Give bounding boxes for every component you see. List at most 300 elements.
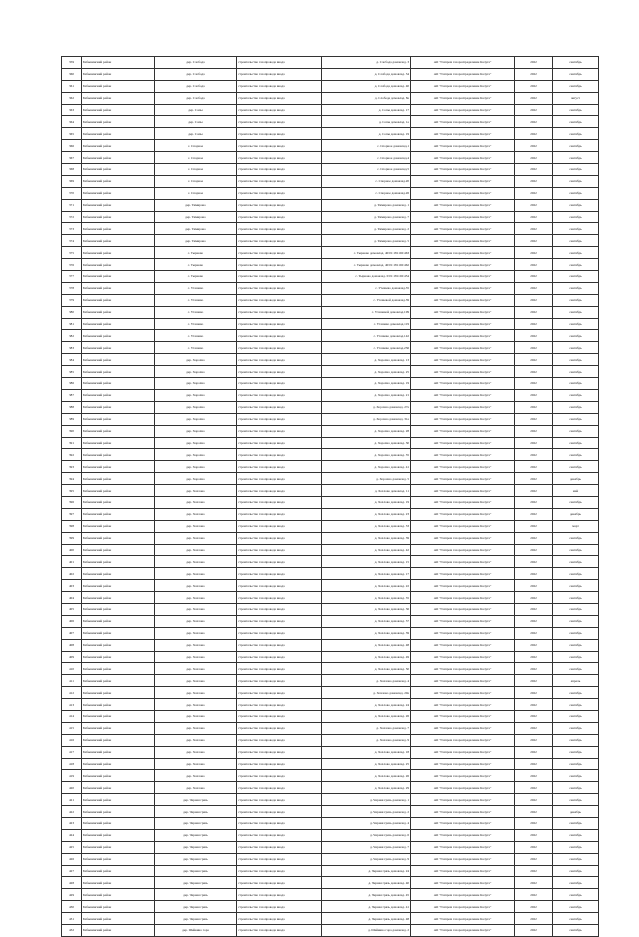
settlement-cell: дер. Хохлово — [155, 699, 237, 711]
organization-cell: АО "Газпром газораспределение Калуга" — [411, 104, 515, 116]
year-cell: 2022 — [515, 473, 553, 485]
work-type-cell: строительство газопровода ввода — [237, 401, 322, 413]
organization-cell: АО "Газпром газораспределение Калуга" — [411, 532, 515, 544]
year-cell: 2022 — [515, 877, 553, 889]
work-type-cell: строительство газопровода ввода — [237, 485, 322, 497]
district-cell: Бабынинский район — [82, 164, 155, 176]
year-cell: 2022 — [515, 794, 553, 806]
table-row — [62, 639, 599, 651]
row-number-cell: 361 — [62, 80, 82, 92]
settlement-cell: с. Утешево — [155, 294, 237, 306]
table-row — [62, 615, 599, 627]
work-type-cell: строительство газопровода ввода — [237, 140, 322, 152]
row-number-cell: 364 — [62, 116, 82, 128]
month-cell: сентябрь — [553, 615, 599, 627]
month-cell: сентябрь — [553, 901, 599, 913]
work-type-cell: строительство газопровода ввода — [237, 187, 322, 199]
month-cell: май — [553, 485, 599, 497]
organization-cell: АО "Газпром газораспределение Калуга" — [411, 128, 515, 140]
organization-cell: АО "Газпром газораспределение Калуга" — [411, 68, 515, 80]
month-cell: сентябрь — [553, 568, 599, 580]
row-number-cell: 414 — [62, 710, 82, 722]
organization-cell: АО "Газпром газораспределение Калуга" — [411, 829, 515, 841]
district-cell: Бабынинский район — [82, 306, 155, 318]
settlement-cell: дер. Тимирово — [155, 235, 237, 247]
settlement-cell: дер. Хохлово — [155, 758, 237, 770]
address-cell: д. Черная грязь домовлад. 9 — [322, 853, 411, 865]
month-cell: сентябрь — [553, 152, 599, 164]
address-cell: д. Слобода домовлад. 3 — [322, 57, 411, 69]
year-cell: 2022 — [515, 68, 553, 80]
year-cell: 2022 — [515, 520, 553, 532]
organization-cell: АО "Газпром газораспределение Калуга" — [411, 354, 515, 366]
address-cell: д. Слобода домовлад. 40 — [322, 80, 411, 92]
row-number-cell: 422 — [62, 806, 82, 818]
row-number-cell: 371 — [62, 199, 82, 211]
table-row — [62, 223, 599, 235]
settlement-cell: с. Тырново — [155, 247, 237, 259]
work-type-cell: строительство газопровода ввода — [237, 699, 322, 711]
month-cell: сентябрь — [553, 794, 599, 806]
table-row — [62, 235, 599, 247]
settlement-cell: дер. Хохлово — [155, 782, 237, 794]
table-row — [62, 259, 599, 271]
row-number-cell: 407 — [62, 627, 82, 639]
address-cell: д. Хохлово домовлад. 50 — [322, 663, 411, 675]
organization-cell: АО "Газпром газораспределение Калуга" — [411, 389, 515, 401]
settlement-cell: с. Утешево — [155, 282, 237, 294]
month-cell: декабрь — [553, 806, 599, 818]
year-cell: 2022 — [515, 306, 553, 318]
settlement-cell: дер. Черная грязь — [155, 794, 237, 806]
row-number-cell: 391 — [62, 437, 82, 449]
table-row — [62, 841, 599, 853]
row-number-cell: 389 — [62, 413, 82, 425]
address-cell: д. Черная грязь домовлад. 2 — [322, 806, 411, 818]
address-cell: д. Хорохно домовлад. 13 — [322, 354, 411, 366]
year-cell: 2022 — [515, 901, 553, 913]
address-cell: д. Хохлово домовлад. 39 — [322, 627, 411, 639]
month-cell: сентябрь — [553, 734, 599, 746]
month-cell: сентябрь — [553, 282, 599, 294]
organization-cell: АО "Газпром газораспределение Калуга" — [411, 508, 515, 520]
month-cell: сентябрь — [553, 342, 599, 354]
month-cell: сентябрь — [553, 413, 599, 425]
table-row — [62, 508, 599, 520]
district-cell: Бабынинский район — [82, 520, 155, 532]
row-number-cell: 388 — [62, 401, 82, 413]
organization-cell: АО "Газпром газораспределение Калуга" — [411, 164, 515, 176]
organization-cell: АО "Газпром газораспределение Калуга" — [411, 818, 515, 830]
year-cell: 2022 — [515, 485, 553, 497]
year-cell: 2022 — [515, 770, 553, 782]
work-type-cell: строительство газопровода ввода — [237, 853, 322, 865]
work-type-cell: строительство газопровода ввода — [237, 211, 322, 223]
address-cell: д. Хохлово домовлад. 42 — [322, 544, 411, 556]
address-cell: д. Черная грязь домовлад. 4 — [322, 818, 411, 830]
year-cell: 2022 — [515, 710, 553, 722]
month-cell: сентябрь — [553, 889, 599, 901]
district-cell: Бабынинский район — [82, 496, 155, 508]
settlement-cell: дер. Хохлово — [155, 485, 237, 497]
year-cell: 2022 — [515, 580, 553, 592]
table-row — [62, 401, 599, 413]
address-cell: с. Утешево домовлад.236 — [322, 342, 411, 354]
address-cell: с. Утешевой домовлад.39 — [322, 294, 411, 306]
month-cell: сентябрь — [553, 366, 599, 378]
month-cell: март — [553, 520, 599, 532]
organization-cell: АО "Газпром газораспределение Калуга" — [411, 627, 515, 639]
table-row — [62, 520, 599, 532]
organization-cell: АО "Газпром газораспределение Калуга" — [411, 639, 515, 651]
settlement-cell: дер. Черная грязь — [155, 913, 237, 925]
settlement-cell: дер. Хохлово — [155, 496, 237, 508]
work-type-cell: строительство газопровода ввода — [237, 532, 322, 544]
organization-cell: АО "Газпром газораспределение Калуга" — [411, 877, 515, 889]
table-row — [62, 152, 599, 164]
work-type-cell: строительство газопровода ввода — [237, 437, 322, 449]
year-cell: 2022 — [515, 556, 553, 568]
organization-cell: АО "Газпром газораспределение Калуга" — [411, 568, 515, 580]
organization-cell: АО "Газпром газораспределение Калуга" — [411, 806, 515, 818]
settlement-cell: дер. Хохлово — [155, 520, 237, 532]
row-number-cell: 384 — [62, 354, 82, 366]
organization-cell: АО "Газпром газораспределение Калуга" — [411, 544, 515, 556]
year-cell: 2022 — [515, 734, 553, 746]
address-cell: д. Хохлово домовлад. 7 — [322, 722, 411, 734]
year-cell: 2022 — [515, 437, 553, 449]
month-cell: сентябрь — [553, 913, 599, 925]
organization-cell: АО "Газпром газораспределение Калуга" — [411, 425, 515, 437]
year-cell: 2022 — [515, 187, 553, 199]
table-row — [62, 580, 599, 592]
month-cell: сентябрь — [553, 425, 599, 437]
address-cell: д. Хохлово домовлад. 26 — [322, 770, 411, 782]
organization-cell: АО "Газпром газораспределение Калуга" — [411, 282, 515, 294]
month-cell: сентябрь — [553, 544, 599, 556]
month-cell: сентябрь — [553, 247, 599, 259]
row-number-cell: 359 — [62, 57, 82, 69]
month-cell: сентябрь — [553, 211, 599, 223]
table-row — [62, 734, 599, 746]
settlement-cell: с. Спорное — [155, 140, 237, 152]
table-row — [62, 140, 599, 152]
district-cell: Бабынинский район — [82, 354, 155, 366]
district-cell: Бабынинский район — [82, 699, 155, 711]
year-cell: 2022 — [515, 152, 553, 164]
organization-cell: АО "Газпром газораспределение Калуга" — [411, 271, 515, 283]
organization-cell: АО "Газпром газораспределение Калуга" — [411, 889, 515, 901]
address-cell: д. Хохлово домовлад. 23 — [322, 508, 411, 520]
table-row — [62, 92, 599, 104]
address-cell: д. Хохлово домовлад. 19 — [322, 496, 411, 508]
row-number-cell: 394 — [62, 473, 82, 485]
address-cell: д. Хохлово домовлад. 36 — [322, 603, 411, 615]
organization-cell: АО "Газпром газораспределение Калуга" — [411, 116, 515, 128]
table-row — [62, 271, 599, 283]
district-cell: Бабынинский район — [82, 247, 155, 259]
month-cell: август — [553, 92, 599, 104]
district-cell: Бабынинский район — [82, 877, 155, 889]
table-row — [62, 473, 599, 485]
district-cell: Бабынинский район — [82, 235, 155, 247]
district-cell: Бабынинский район — [82, 485, 155, 497]
work-type-cell: строительство газопровода ввода — [237, 378, 322, 390]
row-number-cell: 393 — [62, 461, 82, 473]
work-type-cell: строительство газопровода ввода — [237, 199, 322, 211]
settlement-cell: дер. Хохлово — [155, 663, 237, 675]
settlement-cell: дер. Хохлово — [155, 508, 237, 520]
address-cell: д. Черная грязь домовлад. 48 — [322, 913, 411, 925]
organization-cell: АО "Газпром газораспределение Калуга" — [411, 794, 515, 806]
work-type-cell: строительство газопровода ввода — [237, 330, 322, 342]
table-row — [62, 378, 599, 390]
district-cell: Бабынинский район — [82, 865, 155, 877]
month-cell: сентябрь — [553, 592, 599, 604]
district-cell: Бабынинский район — [82, 425, 155, 437]
work-type-cell: строительство газопровода ввода — [237, 794, 322, 806]
month-cell: сентябрь — [553, 318, 599, 330]
settlement-cell: с. Спорное — [155, 187, 237, 199]
organization-cell: АО "Газпром газораспределение Калуга" — [411, 925, 515, 937]
month-cell: сентябрь — [553, 853, 599, 865]
district-cell: Бабынинский район — [82, 92, 155, 104]
settlement-cell: дер. Сопы — [155, 104, 237, 116]
table-row — [62, 794, 599, 806]
row-number-cell: 387 — [62, 389, 82, 401]
row-number-cell: 372 — [62, 211, 82, 223]
table-row — [62, 544, 599, 556]
row-number-cell: 397 — [62, 508, 82, 520]
month-cell: сентябрь — [553, 68, 599, 80]
district-cell: Бабынинский район — [82, 651, 155, 663]
month-cell: декабрь — [553, 473, 599, 485]
table-row — [62, 532, 599, 544]
work-type-cell: строительство газопровода ввода — [237, 651, 322, 663]
table-row — [62, 806, 599, 818]
settlement-cell: дер. Сопы — [155, 128, 237, 140]
table-row — [62, 306, 599, 318]
address-cell: д. Хохлово домовлад. 17 — [322, 568, 411, 580]
district-cell: Бабынинский район — [82, 639, 155, 651]
organization-cell: АО "Газпром газораспределение Калуга" — [411, 413, 515, 425]
district-cell: Бабынинский район — [82, 378, 155, 390]
work-type-cell: строительство газопровода ввода — [237, 342, 322, 354]
organization-cell: АО "Газпром газораспределение Калуга" — [411, 140, 515, 152]
work-type-cell: строительство газопровода ввода — [237, 615, 322, 627]
address-cell: д. Хорохно домовлад. 25 — [322, 366, 411, 378]
organization-cell: АО "Газпром газораспределение Калуга" — [411, 722, 515, 734]
address-cell: д. Хорохно домовлад. 28 — [322, 425, 411, 437]
month-cell: сентябрь — [553, 877, 599, 889]
work-type-cell: строительство газопровода ввода — [237, 413, 322, 425]
organization-cell: АО "Газпром газораспределение Калуга" — [411, 651, 515, 663]
work-type-cell: строительство газопровода ввода — [237, 746, 322, 758]
settlement-cell: дер. Хохлово — [155, 603, 237, 615]
month-cell: сентябрь — [553, 770, 599, 782]
table-row — [62, 556, 599, 568]
table-row — [62, 770, 599, 782]
row-number-cell: 378 — [62, 282, 82, 294]
year-cell: 2022 — [515, 271, 553, 283]
settlement-cell: дер. Хорохно — [155, 449, 237, 461]
table-row — [62, 80, 599, 92]
work-type-cell: строительство газопровода ввода — [237, 68, 322, 80]
month-cell: сентябрь — [553, 175, 599, 187]
settlement-cell: дер. Хохлово — [155, 580, 237, 592]
work-type-cell: строительство газопровода ввода — [237, 271, 322, 283]
table-row — [62, 199, 599, 211]
row-number-cell: 365 — [62, 128, 82, 140]
year-cell: 2022 — [515, 532, 553, 544]
address-cell: д. Хорохно домовлад. 35 — [322, 449, 411, 461]
month-cell: сентябрь — [553, 389, 599, 401]
table-row — [62, 282, 599, 294]
row-number-cell: 405 — [62, 603, 82, 615]
district-cell: Бабынинский район — [82, 556, 155, 568]
settlement-cell: дер. Хохлово — [155, 627, 237, 639]
organization-cell: АО "Газпром газораспределение Калуга" — [411, 710, 515, 722]
month-cell: сентябрь — [553, 259, 599, 271]
table-row — [62, 901, 599, 913]
row-number-cell: 416 — [62, 734, 82, 746]
row-number-cell: 428 — [62, 877, 82, 889]
address-cell: д. Хохлово домовлад. 9 — [322, 734, 411, 746]
table-row — [62, 865, 599, 877]
settlement-cell: дер. Черная грязь — [155, 901, 237, 913]
work-type-cell: строительство газопровода ввода — [237, 913, 322, 925]
table-row — [62, 104, 599, 116]
organization-cell: АО "Газпром газораспределение Калуга" — [411, 449, 515, 461]
table-row — [62, 496, 599, 508]
work-type-cell: строительство газопровода ввода — [237, 556, 322, 568]
work-type-cell: строительство газопровода ввода — [237, 306, 322, 318]
work-type-cell: строительство газопровода ввода — [237, 829, 322, 841]
table-row — [62, 592, 599, 604]
settlement-cell: дер. Сопы — [155, 116, 237, 128]
address-cell: с. Утешево домовлад.119 — [322, 318, 411, 330]
address-cell: д. Сопы домовлад. 1а — [322, 116, 411, 128]
work-type-cell: строительство газопровода ввода — [237, 449, 322, 461]
month-cell: сентябрь — [553, 461, 599, 473]
table-row — [62, 128, 599, 140]
work-type-cell: строительство газопровода ввода — [237, 675, 322, 687]
work-type-cell: строительство газопровода ввода — [237, 57, 322, 69]
table-row — [62, 913, 599, 925]
table-body — [62, 57, 599, 937]
table-row — [62, 425, 599, 437]
month-cell: сентябрь — [553, 865, 599, 877]
district-cell: Бабынинский район — [82, 794, 155, 806]
year-cell: 2022 — [515, 235, 553, 247]
row-number-cell: 423 — [62, 818, 82, 830]
district-cell: Бабынинский район — [82, 366, 155, 378]
organization-cell: АО "Газпром газораспределение Калуга" — [411, 92, 515, 104]
settlement-cell: дер. Хохлово — [155, 556, 237, 568]
row-number-cell: 411 — [62, 675, 82, 687]
table-row — [62, 782, 599, 794]
district-cell: Бабынинский район — [82, 104, 155, 116]
year-cell: 2022 — [515, 782, 553, 794]
address-cell: д. Хохлово домовлад. 18 — [322, 746, 411, 758]
year-cell: 2022 — [515, 639, 553, 651]
year-cell: 2022 — [515, 627, 553, 639]
address-cell: д. Сопы домовлад. 17 — [322, 104, 411, 116]
year-cell: 2022 — [515, 378, 553, 390]
address-cell: д. Сопы домовлад. 19 — [322, 128, 411, 140]
district-cell: Бабынинский район — [82, 913, 155, 925]
row-number-cell: 376 — [62, 259, 82, 271]
settlement-cell: с. Тырново — [155, 271, 237, 283]
year-cell: 2022 — [515, 425, 553, 437]
year-cell: 2022 — [515, 366, 553, 378]
organization-cell: АО "Газпром газораспределение Калуга" — [411, 758, 515, 770]
table-row — [62, 829, 599, 841]
district-cell: Бабынинский район — [82, 140, 155, 152]
row-number-cell: 360 — [62, 68, 82, 80]
row-number-cell: 425 — [62, 841, 82, 853]
year-cell: 2022 — [515, 615, 553, 627]
month-cell: сентябрь — [553, 841, 599, 853]
table-row — [62, 437, 599, 449]
settlement-cell: дер. Хорохно — [155, 473, 237, 485]
year-cell: 2022 — [515, 829, 553, 841]
month-cell: сентябрь — [553, 80, 599, 92]
organization-cell: АО "Газпром газораспределение Калуга" — [411, 330, 515, 342]
work-type-cell: строительство газопровода ввода — [237, 164, 322, 176]
address-cell: д. Слобода домовлад. 34 — [322, 68, 411, 80]
work-type-cell: строительство газопровода ввода — [237, 568, 322, 580]
row-number-cell: 398 — [62, 520, 82, 532]
work-type-cell: строительство газопровода ввода — [237, 282, 322, 294]
row-number-cell: 367 — [62, 152, 82, 164]
district-cell: Бабынинский район — [82, 758, 155, 770]
table-row — [62, 318, 599, 330]
address-cell: д. Черная грязь домовлад. 1 — [322, 794, 411, 806]
organization-cell: АО "Газпром газораспределение Калуга" — [411, 401, 515, 413]
organization-cell: АО "Газпром газораспределение Калуга" — [411, 223, 515, 235]
organization-cell: АО "Газпром газораспределение Калуга" — [411, 437, 515, 449]
district-cell: Бабынинский район — [82, 175, 155, 187]
month-cell: сентябрь — [553, 710, 599, 722]
settlement-cell: дер. Черная грязь — [155, 889, 237, 901]
address-cell: д. Хохлово домовлад. 29 — [322, 782, 411, 794]
row-number-cell: 426 — [62, 853, 82, 865]
organization-cell: АО "Газпром газораспределение Калуга" — [411, 473, 515, 485]
table-row — [62, 722, 599, 734]
organization-cell: АО "Газпром газораспределение Калуга" — [411, 485, 515, 497]
month-cell: сентябрь — [553, 687, 599, 699]
district-cell: Бабынинский район — [82, 901, 155, 913]
row-number-cell: 382 — [62, 330, 82, 342]
address-cell: с. Тырново домовлад. 0:01:181102:454 — [322, 271, 411, 283]
row-number-cell: 418 — [62, 758, 82, 770]
organization-cell: АО "Газпром газораспределение Калуга" — [411, 615, 515, 627]
settlement-cell: с. Спорное — [155, 164, 237, 176]
address-cell: д. Черная грязь домовлад. 41 — [322, 901, 411, 913]
district-cell: Бабынинский район — [82, 271, 155, 283]
table-row — [62, 485, 599, 497]
district-cell: Бабынинский район — [82, 841, 155, 853]
month-cell: сентябрь — [553, 199, 599, 211]
work-type-cell: строительство газопровода ввода — [237, 496, 322, 508]
district-cell: Бабынинский район — [82, 211, 155, 223]
district-cell: Бабынинский район — [82, 615, 155, 627]
work-type-cell: строительство газопровода ввода — [237, 889, 322, 901]
settlement-cell: дер. Слобода — [155, 57, 237, 69]
work-type-cell: строительство газопровода ввода — [237, 770, 322, 782]
table-row — [62, 389, 599, 401]
